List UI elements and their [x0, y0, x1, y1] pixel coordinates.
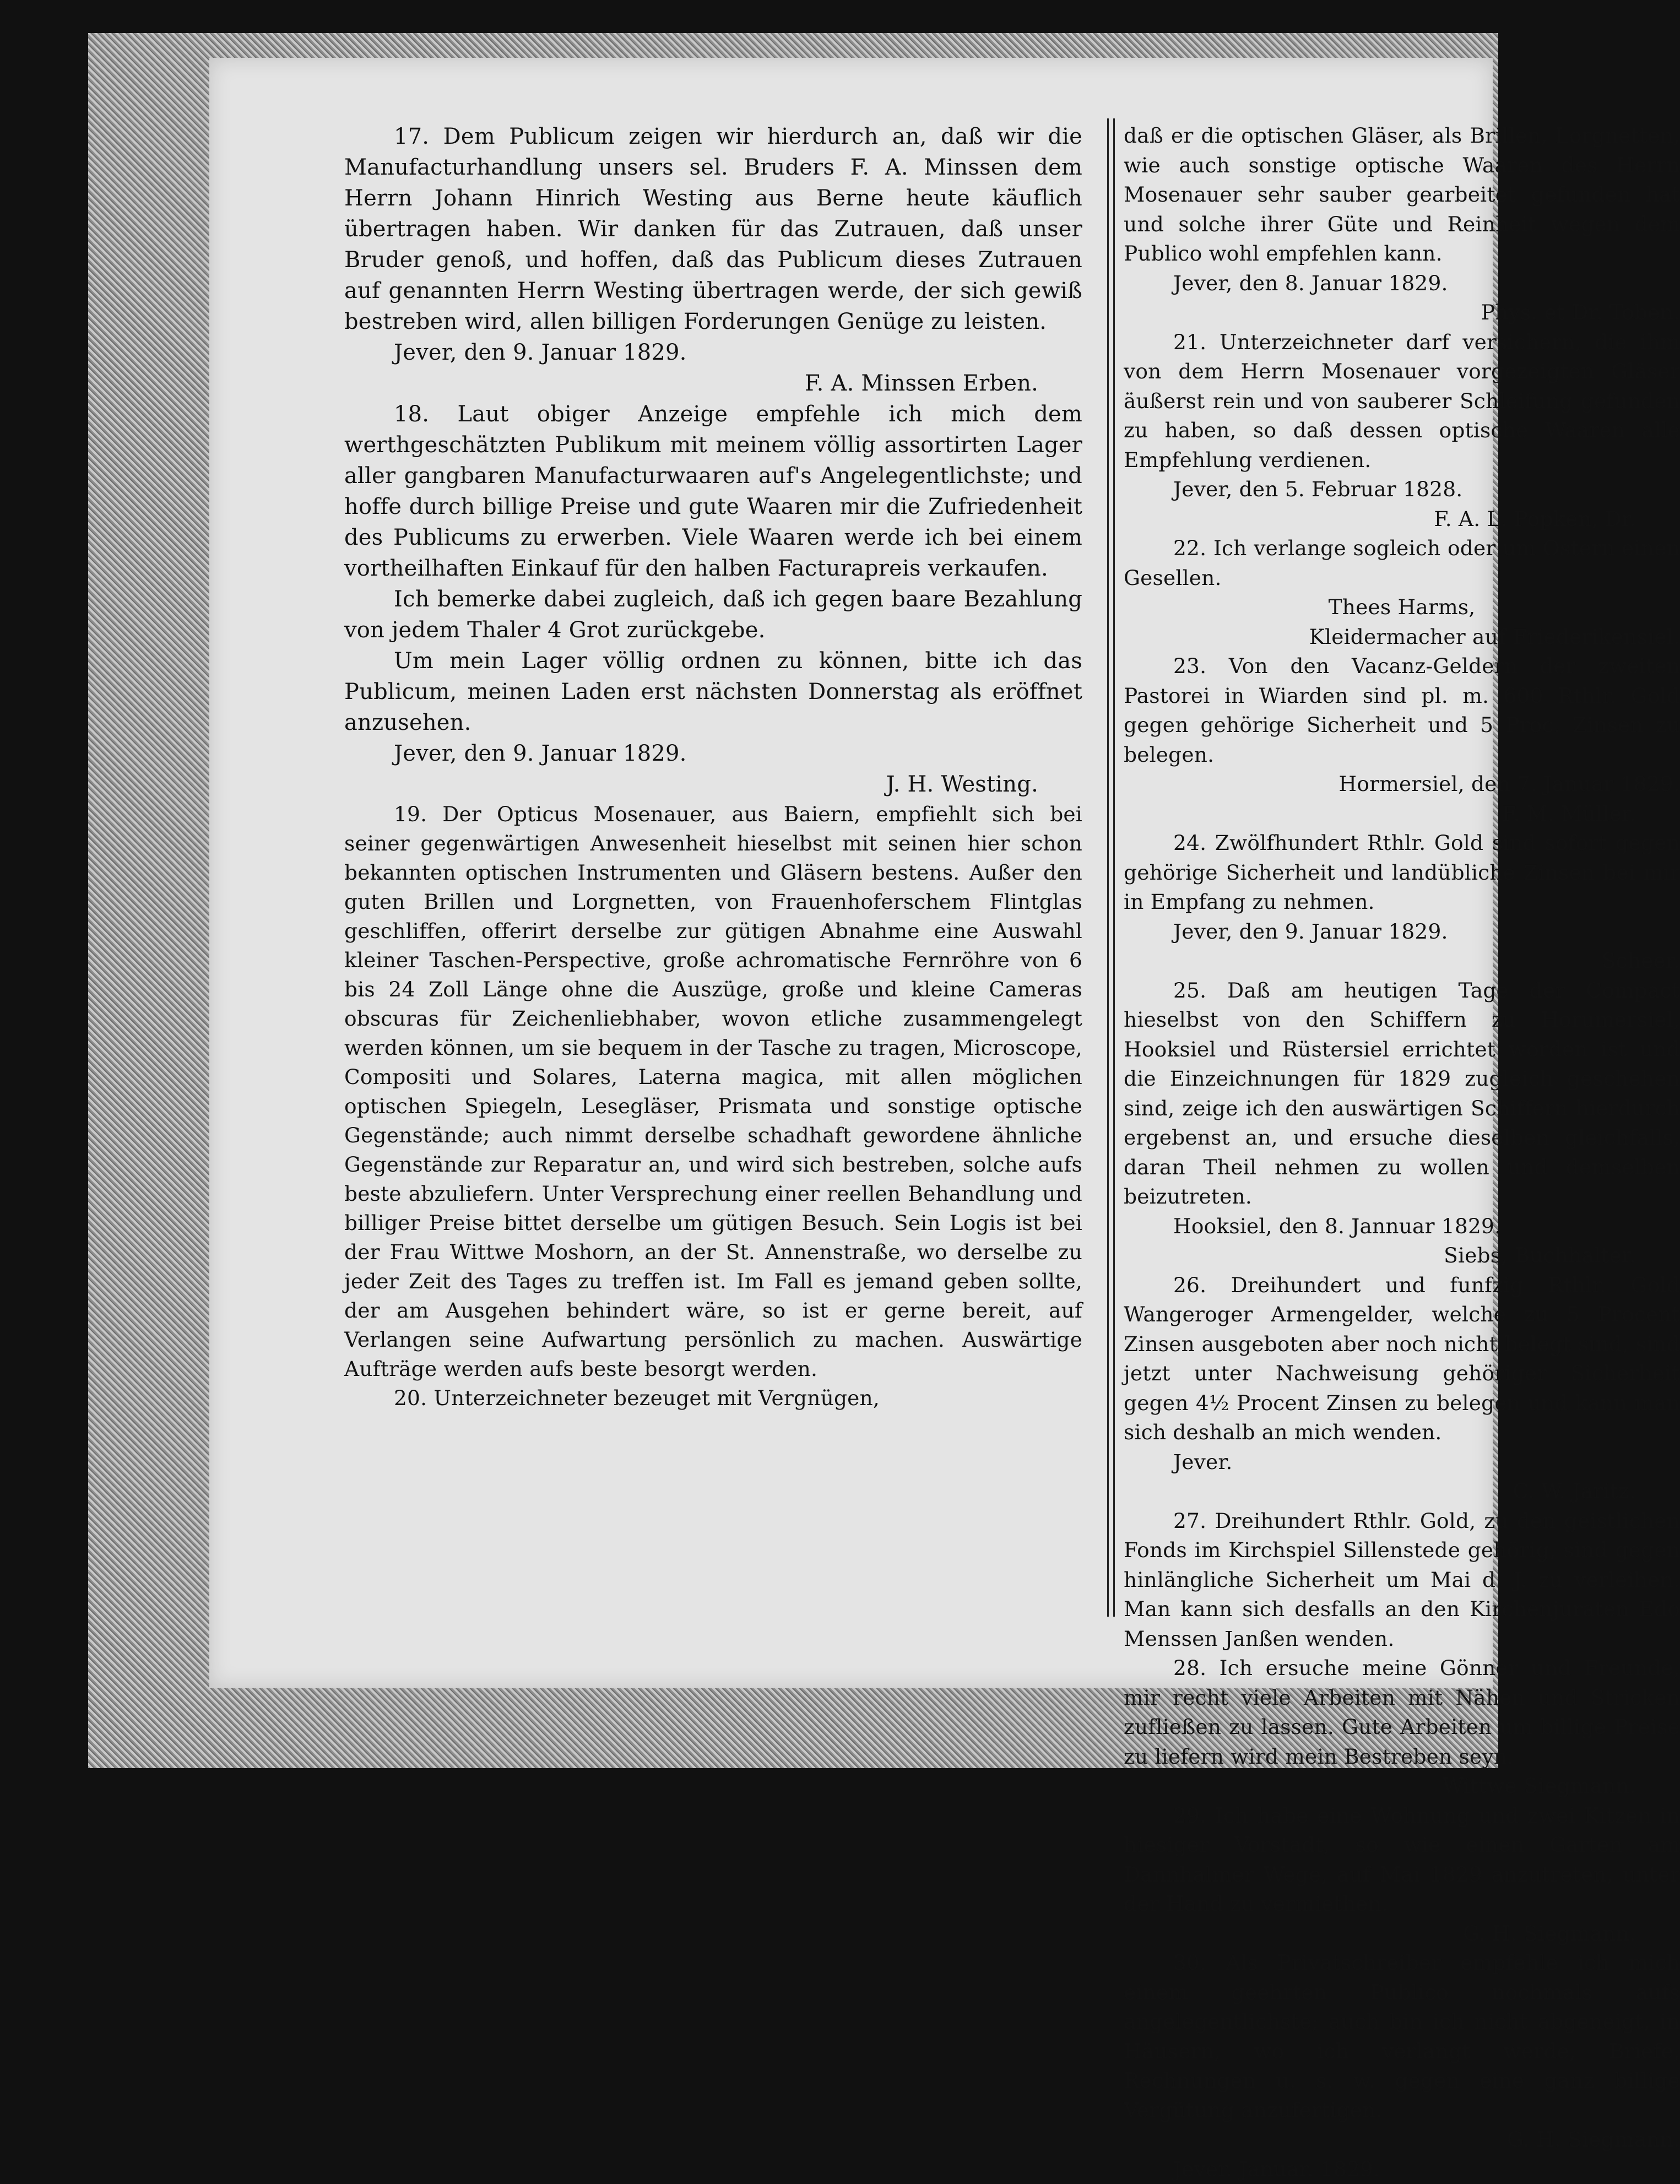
ad-30-signature: G. H. Siegmann. [1124, 2125, 1680, 2155]
ad-30-body: 30. Als Privatschreiber empfehle ich mich einem geehrten Publico nochmals aufs angelegentlichste; auch bin ich nicht abgeneigt, in Häusern, wo ich verlangt werde, Briefe, Rechnungen u. s. w. gegen eine ganz billige Vergütung anzufertigen. [1124, 1948, 1680, 2125]
left-column [344, 121, 1082, 1413]
newspaper-page [209, 58, 1493, 1688]
ad-22-body: 22. Ich verlange sogleich oder um Ostern einen Gesellen. [1124, 534, 1680, 593]
ad-20-signature: Phys. et Dr. Toben. [1124, 298, 1680, 328]
ad-18-body: 18. Laut obiger Anzeige empfehle ich mich dem werthgeschätzten Publikum mit meinem völlig assortirten Lager aller gangbaren Manufacturwaaren auf's Angelegentlichste; und hoffe durch billige Preise und gute Waaren mir die Zufriedenheit des Publicums zu erwerben. Viele Waaren werde ich bei einem vortheilhaften Einkauf für den halben Facturapreis verkaufen. [344, 399, 1082, 584]
ad-21-signature: F. A. L. Popken, Dr. [1124, 505, 1680, 534]
ad-23-signature: F. M. Müller. [1124, 799, 1680, 829]
ad-28-body: 28. Ich ersuche meine Gönner und Freunde, mir recht viele Arbeiten mit Nähen und Stricken zufließen zu lassen. Gute Arbeiten um billige Preise zu liefern wird mein Bestreben seyn. [1124, 1654, 1680, 1771]
ad-26-body: 26. Dreihundert und funfzig Rthlr. Gold Wangeroger Armengelder, welche zu 5 Procent Zinsen ausgeboten aber noch nicht belegt sind, sind jetzt unter Nachweisung gehöriger Sicherheit gegen 4½ Procent Zinsen zu belegen und kann man sich deshalb an mich wenden. [1124, 1271, 1680, 1448]
ad-19-body: 19. Der Opticus Mosenauer, aus Baiern, empfiehlt sich bei seiner gegenwärtigen Anwesenheit hieselbst mit seinen hier schon bekannten optischen Instrumenten und Gläsern bestens. Außer den guten Brillen und Lorgnetten, von Frauenhoferschem Flintglas geschliffen, offerirt derselbe zur gütigen Abnahme eine Auswahl kleiner Taschen-Perspective, große achromatische Fernröhre von 6 bis 24 Zoll Länge ohne die Auszüge, große und kleine Cameras obscuras für Zeichenliebhaber, wovon etliche zusammengelegt werden können, um sie bequem in der Tasche zu tragen, Microscope, Compositi und Solares, Laterna magica, mit allen möglichen optischen Spiegeln, Lesegläser, Prismata und sonstige optische Gegenstände; auch nimmt derselbe schadhaft gewordene ähnliche Gegenstände zur Reparatur an, und wird sich bestreben, solche aufs beste abzuliefern. Unter Versprechung einer reellen Behandlung und billiger Preise bittet derselbe um gütigen Besuch. Sein Logis ist bei der Frau Wittwe Moshorn, an der St. Annenstraße, wo derselbe zu jeder Zeit des Tages zu treffen ist. Im Fall es jemand geben sollte, der am Ausgehen behindert wäre, so ist er gerne bereit, auf Verlangen seine Aufwartung persönlich zu machen. Auswärtige Aufträge werden aufs beste besorgt werden. [344, 800, 1082, 1384]
ad-20-start: 20. Unterzeichneter bezeuget mit Vergnügen, [344, 1384, 1082, 1413]
ad-29-body: 29. Ich habe eine Wohnung und zwei Kitzen in hiesiger Vorstadt, so wie einen Garten am Dannhalmer Wege, auf Mai 1829 anzutreten, unter der Hand zu vermiethen. [1124, 1801, 1680, 1919]
ad-23-place-date: Hormersiel, den 7. Januar 1829. [1124, 769, 1680, 799]
ad-21-place-date: Jever, den 5. Februar 1828. [1124, 475, 1680, 505]
ad-20-continuation: daß er die optischen Gläser, als Brillen, Lorgnetten, wie auch sonstige optische Waaren des Herrn Mosenauer sehr sauber gearbeitet gefunden hat und solche ihrer Güte und Reinheit wegen dem Publico wohl empfehlen kann. [1124, 121, 1680, 269]
ad-25-place-date: Hooksiel, den 8. Jannuar 1829. [1124, 1212, 1680, 1242]
ad-24-body: 24. Zwölfhundert Rthlr. Gold sind sofort gegen gehörige Sicherheit und landübliche Zinsen bei mir in Empfang zu nehmen. [1124, 828, 1680, 917]
ad-26-signature: C. W. Jaritz. [1124, 1477, 1680, 1506]
ad-30-place-date: Jever. Januar. 1829. [1124, 2155, 1680, 2184]
column-divider [1107, 118, 1115, 1617]
ad-28-signature: Wittwe Siegmann. [1124, 1771, 1680, 1801]
ad-21-body: 21. Unterzeichneter darf versichern, die ihm von dem Herrn Mosenauer vorgezeigten Gläser äußerst rein und von sauberer Schleifung gefunden zu haben, so daß dessen optische Waaren alle Empfehlung verdienen. [1124, 328, 1680, 475]
ad-27-body: 27. Dreihundert Rthlr. Gold, zu den geistlichen Fonds im Kirchspiel Sillenstede gehörig, sind gegen hinlängliche Sicherheit um Mai d. J. zu verleihen. Man kann sich desfalls an den Kirchenjuraten Edo Menssen Janßen wenden. [1124, 1506, 1680, 1654]
ad-22-name: Thees Harms, [1124, 593, 1680, 622]
ad-25-signature: Siebs, Buchhalter. [1124, 1241, 1680, 1271]
ad-18-place-date: Jever, den 9. Januar 1829. [344, 738, 1082, 769]
right-column [1124, 121, 1680, 2184]
ad-17-place-date: Jever, den 9. Januar 1829. [344, 337, 1082, 368]
ad-25-body: 25. Daß am heutigen Tage der Compact hieselbst von den Schiffern zu Horumersiel, Hooksiel und Rüstersiel errichtet worden ist und die Einzeichnungen für 1829 zugleich geschehen sind, zeige ich den auswärtigen Schiffern hierdurch ergebenst an, und ersuche dieselben gleichfalls, daran Theil nehmen zu wollen und demselben beizutreten. [1124, 976, 1680, 1212]
ad-18-note-2: Um mein Lager völlig ordnen zu können, bitte ich das Publicum, meinen Laden erst nächsten Donnerstag als eröffnet anzusehen. [344, 646, 1082, 738]
ad-29-signature: G. H. Siegmann. [1124, 1919, 1680, 1949]
ad-18-note-1: Ich bemerke dabei zugleich, daß ich gegen baare Bezahlung von jedem Thaler 4 Grot zurückgebe. [344, 584, 1082, 646]
ad-23-body: 23. Von den Vacanz-Geldern der zweiten Pastorei in Wiarden sind pl. m. 600 Rthlr. Gold gegen gehörige Sicherheit und 5 Proc. Zinsen zu belegen. [1124, 652, 1680, 769]
ad-24-place-date: Jever, den 9. Januar 1829. [1124, 917, 1680, 947]
ad-22-title: Kleidermacher auf Friederikensiel. [1124, 622, 1680, 652]
ad-17-signature: F. A. Minssen Erben. [344, 368, 1082, 399]
ad-24-signature: Scheer. [1124, 946, 1680, 976]
ad-17-body: 17. Dem Publicum zeigen wir hierdurch an, daß wir die Manufacturhandlung unsers sel. Bruders F. A. Minssen dem Herrn Johann Hinrich Westing aus Berne heute käuflich übertragen haben. Wir danken für das Zutrauen, daß unser Bruder genoß, und hoffen, daß das Publicum dieses Zutrauen auf genannten Herrn Westing übertragen werde, der sich gewiß bestreben wird, allen billigen Forderungen Genüge zu leisten. [344, 121, 1082, 337]
ad-26-place: Jever. [1124, 1448, 1680, 1477]
ad-18-signature: J. H. Westing. [344, 769, 1082, 800]
ad-20-place-date: Jever, den 8. Januar 1829. [1124, 269, 1680, 299]
